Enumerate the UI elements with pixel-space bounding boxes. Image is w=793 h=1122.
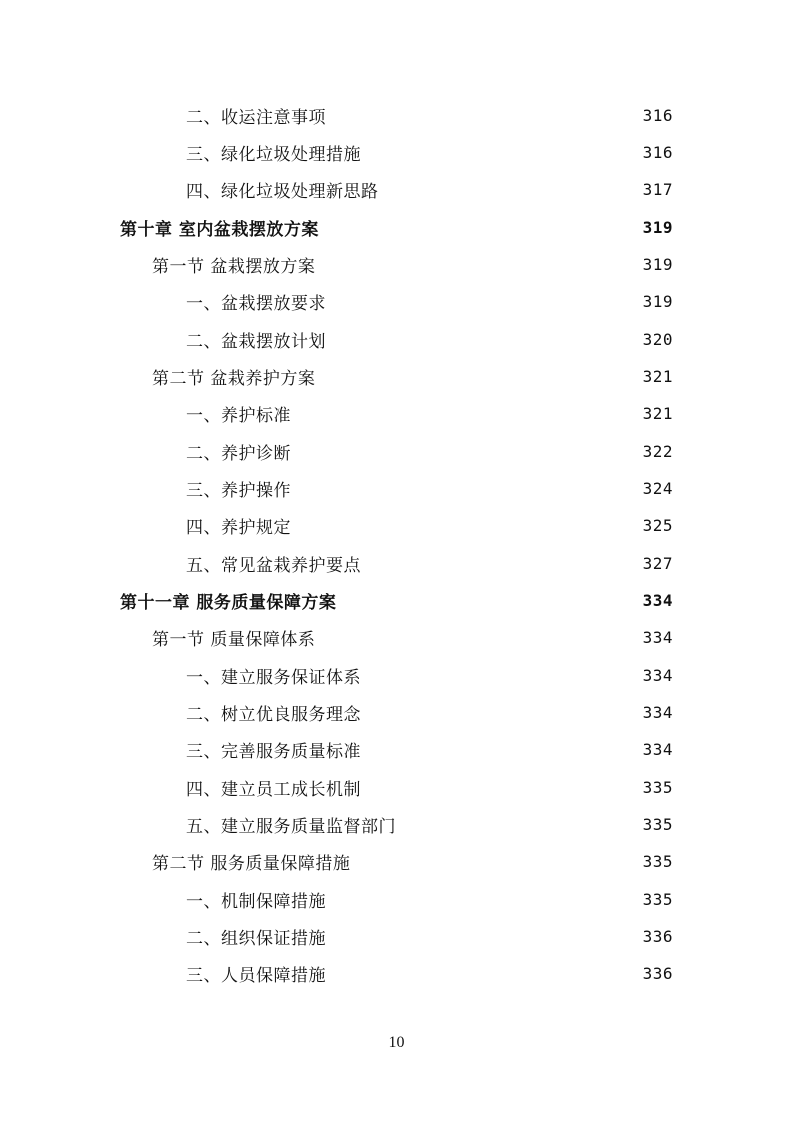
dot-leader xyxy=(321,254,634,270)
toc-item-entry[interactable] xyxy=(186,436,673,466)
toc-item-entry[interactable] xyxy=(186,734,673,764)
toc-item-entry[interactable] xyxy=(186,958,673,988)
toc-item-entry[interactable] xyxy=(186,137,673,167)
toc-item-entry[interactable] xyxy=(186,921,673,951)
toc-entry-page-number: 334 xyxy=(642,665,673,685)
toc-entry-label: 三、人员保障措施 xyxy=(186,965,326,986)
dot-leader xyxy=(332,889,635,905)
toc-entry-page-number: 325 xyxy=(642,515,673,535)
dot-leader xyxy=(332,105,635,121)
toc-entry-page-number: 321 xyxy=(642,366,673,386)
toc-entry-label: 五、常见盆栽养护要点 xyxy=(186,555,361,576)
toc-entry-label: 二、收运注意事项 xyxy=(186,107,326,128)
dot-leader xyxy=(402,814,635,830)
page-number: 10 xyxy=(388,1034,405,1051)
toc-entry-page-number: 336 xyxy=(642,963,673,983)
dot-leader xyxy=(297,441,635,457)
dot-leader xyxy=(367,702,635,718)
dot-leader xyxy=(297,478,635,494)
dot-leader xyxy=(325,217,635,233)
toc-entry-label: 一、盆栽摆放要求 xyxy=(186,293,326,314)
toc-item-entry[interactable] xyxy=(186,772,673,802)
toc-entry-label: 第一节 盆栽摆放方案 xyxy=(152,256,316,277)
dot-leader xyxy=(342,590,634,606)
toc-entry-page-number: 322 xyxy=(642,441,673,461)
dot-leader xyxy=(321,366,634,382)
toc-entry-label: 第二节 盆栽养护方案 xyxy=(152,368,316,389)
toc-entry-page-number: 334 xyxy=(642,627,673,647)
toc-entry-label: 三、养护操作 xyxy=(186,480,291,501)
toc-entry-page-number: 317 xyxy=(642,179,673,199)
toc-entry-label: 一、建立服务保证体系 xyxy=(186,667,361,688)
toc-item-entry[interactable] xyxy=(186,809,673,839)
toc-chapter-entry[interactable] xyxy=(120,585,673,615)
dot-leader xyxy=(297,515,635,531)
toc-entry-label: 第一节 质量保障体系 xyxy=(152,629,316,650)
dot-leader xyxy=(332,963,635,979)
toc-chapter-entry[interactable] xyxy=(120,212,673,242)
toc-entry-label: 二、树立优良服务理念 xyxy=(186,704,361,725)
toc-item-entry[interactable] xyxy=(186,697,673,727)
toc-entry-page-number: 321 xyxy=(642,403,673,423)
dot-leader xyxy=(332,329,635,345)
toc-entry-page-number: 319 xyxy=(642,217,673,237)
toc-entry-label: 三、完善服务质量标准 xyxy=(186,741,361,762)
toc-entry-label: 四、养护规定 xyxy=(186,517,291,538)
toc-entry-page-number: 334 xyxy=(642,590,673,610)
toc-entry-page-number: 327 xyxy=(642,553,673,573)
toc-item-entry[interactable] xyxy=(186,548,673,578)
toc-entry-label: 第二节 服务质量保障措施 xyxy=(152,853,351,874)
toc-entry-label: 四、建立员工成长机制 xyxy=(186,779,361,800)
toc-entry-page-number: 334 xyxy=(642,739,673,759)
toc-entry-page-number: 335 xyxy=(642,814,673,834)
toc-entry-label: 第十章 室内盆栽摆放方案 xyxy=(120,219,319,240)
toc-section-entry[interactable] xyxy=(152,846,673,876)
toc-entry-label: 一、养护标准 xyxy=(186,405,291,426)
toc-entry-label: 三、绿化垃圾处理措施 xyxy=(186,144,361,165)
toc-entry-label: 一、机制保障措施 xyxy=(186,891,326,912)
dot-leader xyxy=(332,291,635,307)
dot-leader xyxy=(367,739,635,755)
toc-entry-label: 五、建立服务质量监督部门 xyxy=(186,816,396,837)
toc-entry-page-number: 334 xyxy=(642,702,673,722)
toc-item-entry[interactable] xyxy=(186,286,673,316)
toc-entry-label: 二、养护诊断 xyxy=(186,443,291,464)
dot-leader xyxy=(367,777,635,793)
dot-leader xyxy=(297,403,635,419)
dot-leader xyxy=(356,851,634,867)
toc-item-entry[interactable] xyxy=(186,884,673,914)
toc-entry-page-number: 335 xyxy=(642,851,673,871)
toc-section-entry[interactable] xyxy=(152,622,673,652)
toc-item-entry[interactable] xyxy=(186,510,673,540)
toc-entry-page-number: 335 xyxy=(642,777,673,797)
toc-entry-page-number: 316 xyxy=(642,142,673,162)
dot-leader xyxy=(385,179,635,195)
toc-entry-page-number: 320 xyxy=(642,329,673,349)
toc-entry-page-number: 319 xyxy=(642,254,673,274)
toc-entry-label: 第十一章 服务质量保障方案 xyxy=(120,592,337,613)
dot-leader xyxy=(332,926,635,942)
dot-leader xyxy=(367,142,635,158)
toc-item-entry[interactable] xyxy=(186,660,673,690)
toc-entry-page-number: 336 xyxy=(642,926,673,946)
toc-entry-page-number: 316 xyxy=(642,105,673,125)
toc-entry-label: 四、绿化垃圾处理新思路 xyxy=(186,181,379,202)
toc-entry-label: 二、盆栽摆放计划 xyxy=(186,331,326,352)
dot-leader xyxy=(321,627,634,643)
toc-entry-label: 二、组织保证措施 xyxy=(186,928,326,949)
toc-entry-page-number: 319 xyxy=(642,291,673,311)
toc-section-entry[interactable] xyxy=(152,361,673,391)
toc-entry-page-number: 324 xyxy=(642,478,673,498)
toc-entry-page-number: 335 xyxy=(642,889,673,909)
toc-item-entry[interactable] xyxy=(186,100,673,130)
toc-item-entry[interactable] xyxy=(186,324,673,354)
toc-item-entry[interactable] xyxy=(186,398,673,428)
toc-item-entry[interactable] xyxy=(186,174,673,204)
dot-leader xyxy=(367,665,635,681)
toc-section-entry[interactable] xyxy=(152,249,673,279)
toc-item-entry[interactable] xyxy=(186,473,673,503)
dot-leader xyxy=(367,553,635,569)
